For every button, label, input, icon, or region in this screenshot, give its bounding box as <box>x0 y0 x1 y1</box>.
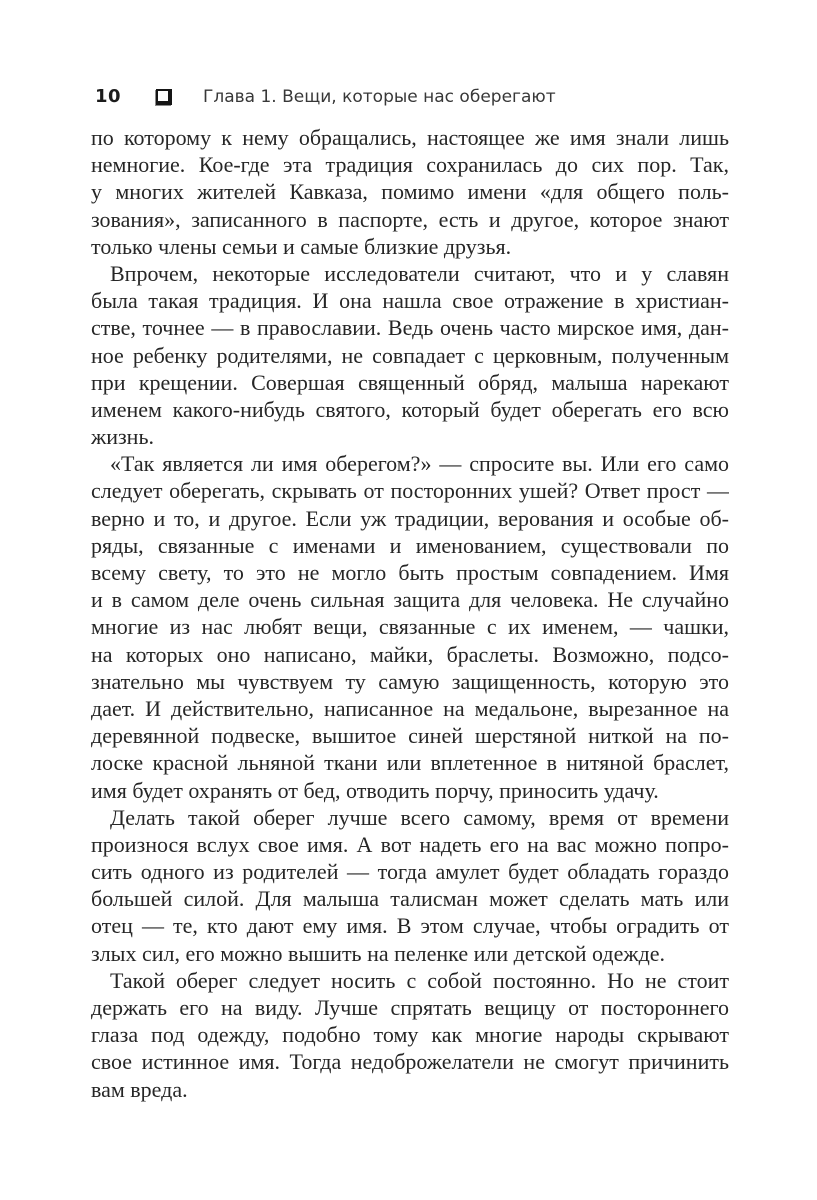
text-line: только члены семьи и самые близкие друзья. <box>91 233 512 259</box>
text-line: знательно мы чувствуем ту самую защищенность, которую это <box>91 668 729 694</box>
text-line: злых сил, его можно вышить на пеленке или детской одежде. <box>91 940 666 966</box>
text-line: ное ребенку родителями, не совпадает с церковным, полученным <box>91 342 729 368</box>
text-line: на которых оно написано, майки, браслеты. Возможно, подсо- <box>91 641 729 667</box>
text-line: всему свету, то это не могло быть простым совпадением. Имя <box>91 560 729 585</box>
text-line: жизнь. <box>91 424 154 450</box>
chapter-title: Глава 1. Вещи, которые нас оберегают <box>203 87 556 107</box>
text-line: немногие. Кое-где эта традиция сохранилась до сих пор. Так, <box>91 152 729 178</box>
text-line: была такая традиция. И она нашла свое отражение в христиан- <box>91 288 729 314</box>
text-line: имя будет охранять от бед, отводить порчу, приносить удачу. <box>91 777 659 803</box>
text-line: произнося вслух свое имя. А вот надеть его на вас можно попро- <box>91 831 729 857</box>
text-line: держать его на виду. Лучше спрятать вещицу от постороннего <box>91 995 729 1020</box>
text-line: вам вреда. <box>91 1076 188 1102</box>
text-line: по которому к нему обращались, настоящее же имя знали лишь <box>91 125 729 150</box>
text-line: большей силой. Для малыша талисман может сделать мать или <box>91 886 729 912</box>
text-line: Впрочем, некоторые исследователи считают, что и у славян <box>110 260 729 286</box>
page-number: 10 <box>95 86 122 107</box>
text-line: и в самом деле очень сильная защита для человека. Не случайно <box>91 587 729 613</box>
text-line: деревянной подвеске, вышитое синей шерстяной ниткой на по- <box>91 723 729 749</box>
text-line: многие из нас любят вещи, связанные с их именем, — чашки, <box>91 614 729 640</box>
body-text <box>91 124 729 1103</box>
text-line: глаза под одежду, подобно тому как многие народы скрывают <box>91 1022 729 1048</box>
paragraph <box>91 804 729 967</box>
text-line: дает. И действительно, написанное на медальоне, вырезанное на <box>91 695 729 721</box>
text-line: именем какого-нибудь святого, который будет оберегать его всю <box>91 396 729 422</box>
text-line: отец — те, кто дают ему имя. В этом случае, чтобы оградить от <box>91 913 729 939</box>
text-line: при крещении. Совершая священный обряд, малыша нарекают <box>91 369 729 395</box>
text-line: «Так является ли имя оберегом?» — спросите вы. Или его само <box>110 451 729 477</box>
paragraph <box>91 124 729 260</box>
paragraph <box>91 260 729 450</box>
running-head <box>95 86 731 110</box>
text-line: Такой оберег следует носить с собой постоянно. Но не стоит <box>110 967 729 993</box>
text-line: зования», записанного в паспорте, есть и другое, которое знают <box>91 206 729 232</box>
text-line: сить одного из родителей — тогда амулет будет обладать гораздо <box>91 859 729 885</box>
text-line: стве, точнее — в православии. Ведь очень часто мирское имя, дан- <box>91 315 729 341</box>
text-line: свое истинное имя. Тогда недоброжелатели не смогут причинить <box>91 1049 729 1075</box>
paragraph <box>91 450 729 803</box>
text-line: у многих жителей Кавказа, помимо имени «для общего поль- <box>91 179 729 205</box>
text-line: ряды, связанные с именами и именованием, существовали по <box>91 532 729 558</box>
text-line: лоске красной льняной ткани или вплетенное в нитяной браслет, <box>91 750 729 776</box>
paragraph <box>91 967 729 1103</box>
text-line: верно и то, и другое. Если уж традиции, верования и особые об- <box>91 505 729 531</box>
text-line: следует оберегать, скрывать от посторонних ушей? Ответ прост — <box>91 478 729 504</box>
text-line: Делать такой оберег лучше всего самому, время от времени <box>110 804 729 830</box>
shadowed-square-icon <box>156 89 172 105</box>
